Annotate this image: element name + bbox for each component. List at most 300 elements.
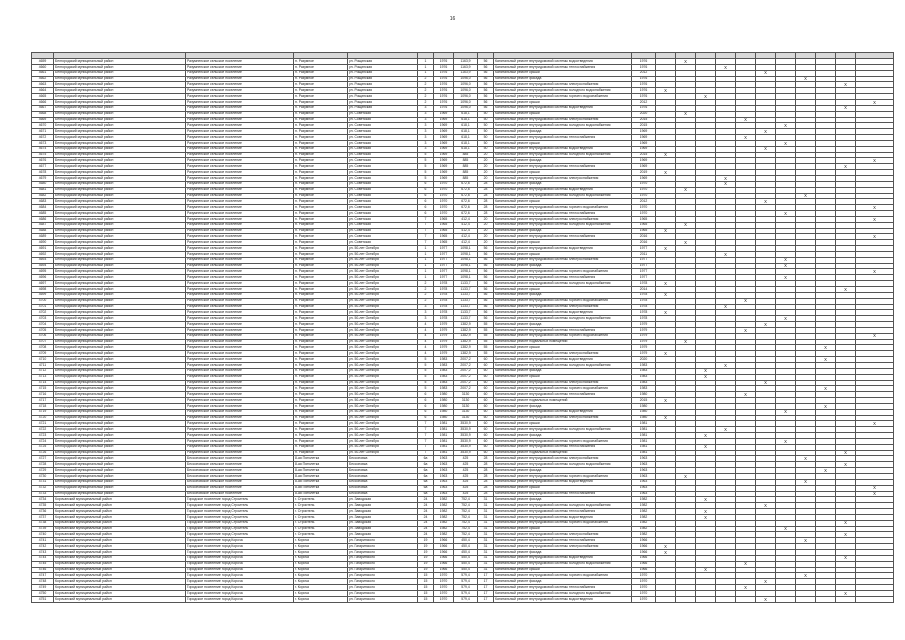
locality-cell: п. Разумное <box>294 298 348 304</box>
mark-cell: X <box>756 596 776 602</box>
flats-cell: 56 <box>478 316 494 322</box>
area-cell: 672,6 <box>454 181 478 187</box>
flats-cell: 31 <box>478 503 494 509</box>
area-cell: 618,1 <box>454 140 478 146</box>
year-cell: 1977 <box>434 263 454 269</box>
flats-cell: 60 <box>478 450 494 456</box>
repair-year-cell: 1976 <box>632 82 656 88</box>
district-cell: Белгородский муниципальный район <box>54 491 186 497</box>
district-cell: Корочанский муниципальный район <box>54 585 186 591</box>
mark-cell <box>816 596 836 602</box>
street-cell: ул. Гагаринского <box>348 561 418 567</box>
district-cell: Белгородский муниципальный район <box>54 339 186 345</box>
mark-cell: X <box>796 76 816 82</box>
flats-cell: 31 <box>478 532 494 538</box>
street-cell: ул. 50-лет Октября <box>348 427 418 433</box>
flats-cell: 60 <box>478 409 494 415</box>
mark-cell: X <box>796 479 816 485</box>
year-cell: 1966 <box>434 549 454 555</box>
settlement-cell: Разумненское сельское поселение <box>186 94 294 100</box>
year-cell: 1966 <box>434 555 454 561</box>
row-number: 4727 <box>32 456 54 462</box>
row-number: 4690 <box>32 240 54 246</box>
house-cell: 2 <box>418 281 434 287</box>
work-type-cell: Капитальный ремонт внутридомовой системы холодного водоснабжения <box>494 123 632 129</box>
street-cell: Бессоновка <box>348 468 418 474</box>
year-cell: 1981 <box>434 444 454 450</box>
area-cell: 412,4 <box>454 216 478 222</box>
locality-cell: г. Короча <box>294 555 348 561</box>
year-cell: 1970 <box>434 579 454 585</box>
locality-cell: 8-ая Пятилетка <box>294 485 348 491</box>
street-cell: ул. Советская <box>348 146 418 152</box>
street-cell: ул. 50-лет Октября <box>348 292 418 298</box>
settlement-cell: Разумненское сельское поселение <box>186 269 294 275</box>
mark-cell: X <box>756 70 776 76</box>
row-number: 4688 <box>32 228 54 234</box>
locality-cell: г. Строитель <box>294 503 348 509</box>
work-type-cell: Капитальный ремонт внутридомовой системы горячего водоснабжения <box>494 298 632 304</box>
work-type-cell: Капитальный ремонт крыши <box>494 100 632 106</box>
flats-cell: 56 <box>478 292 494 298</box>
locality-cell: п. Разумное <box>294 117 348 123</box>
street-cell: ул. Рощинская <box>348 105 418 111</box>
mark-cell: X <box>796 456 816 462</box>
area-cell: 1382,9 <box>454 333 478 339</box>
row-number: 4699 <box>32 292 54 298</box>
mark-cell: X <box>716 181 736 187</box>
locality-cell: п. Разумное <box>294 339 348 345</box>
repair-year-cell: 1965 <box>632 228 656 234</box>
year-cell: 1982 <box>434 503 454 509</box>
mark-cell: X <box>796 538 816 544</box>
year-cell: 1979 <box>434 339 454 345</box>
settlement-cell: Разумненское сельское поселение <box>186 304 294 310</box>
flats-cell: 50 <box>478 117 494 123</box>
repair-year-cell: 1981 <box>632 438 656 444</box>
row-number: 4687 <box>32 222 54 228</box>
area-cell: 425 <box>454 479 478 485</box>
row-number: 4742 <box>32 544 54 550</box>
flats-cell: 55 <box>478 333 494 339</box>
street-cell: ул. Гагаринского <box>348 555 418 561</box>
work-type-cell: Капитальный ремонт внутридомовой системы холодного водоснабжения <box>494 88 632 94</box>
flats-cell: 56 <box>478 59 494 65</box>
year-cell: 1981 <box>434 438 454 444</box>
area-cell: 2007,2 <box>454 386 478 392</box>
district-cell: Корочанский муниципальный район <box>54 544 186 550</box>
row-number: 4715 <box>32 386 54 392</box>
work-type-cell: Капитальный ремонт внутридомовой системы электроснабжения <box>494 544 632 550</box>
mark-cell: X <box>756 322 776 328</box>
row-number: 4677 <box>32 164 54 170</box>
district-cell: Белгородский муниципальный район <box>54 187 186 193</box>
mark-cell: X <box>856 421 894 427</box>
street-cell: ул. 50-лет Октября <box>348 281 418 287</box>
row-number: 4670 <box>32 123 54 129</box>
area-cell: 579,4 <box>454 573 478 579</box>
flats-cell: 56 <box>478 82 494 88</box>
row-number: 4711 <box>32 362 54 368</box>
area-cell: 450,4 <box>454 555 478 561</box>
row-number: 4749 <box>32 585 54 591</box>
work-type-cell: Капитальный ремонт крыши <box>494 567 632 573</box>
district-cell: Белгородский муниципальный район <box>54 251 186 257</box>
district-cell: Белгородский муниципальный район <box>54 152 186 158</box>
settlement-cell: Разумненское сельское поселение <box>186 386 294 392</box>
work-type-cell: Капитальный ремонт крыши <box>494 140 632 146</box>
mark-cell: X <box>776 275 796 281</box>
mark-cell <box>736 596 756 602</box>
year-cell: 1969 <box>434 175 454 181</box>
locality-cell: п. Разумное <box>294 287 348 293</box>
house-cell: 2 <box>418 100 434 106</box>
flats-cell: 28 <box>478 187 494 193</box>
settlement-cell: Разумненское сельское поселение <box>186 327 294 333</box>
district-cell: Белгородский муниципальный район <box>54 263 186 269</box>
mark-cell: X <box>656 281 676 287</box>
area-cell: 672,6 <box>454 199 478 205</box>
repair-year-cell: 1966 <box>632 561 656 567</box>
district-cell: Корочанский муниципальный район <box>54 555 186 561</box>
district-cell: Белгородский муниципальный район <box>54 193 186 199</box>
district-cell: Белгородский муниципальный район <box>54 310 186 316</box>
row-number: 4668 <box>32 111 54 117</box>
house-cell: 2 <box>418 76 434 82</box>
row-number: 4678 <box>32 170 54 176</box>
area-cell: 2007,2 <box>454 374 478 380</box>
year-cell: 1981 <box>434 450 454 456</box>
row-number: 4679 <box>32 175 54 181</box>
street-cell: ул. Советская <box>348 111 418 117</box>
mark-cell: X <box>776 409 796 415</box>
house-cell: 6 <box>418 181 434 187</box>
settlement-cell: Бессоновское сельское поселение <box>186 474 294 480</box>
area-cell: 425 <box>454 462 478 468</box>
year-cell: 1963 <box>434 479 454 485</box>
house-cell: 3 <box>418 105 434 111</box>
year-cell: 1963 <box>434 456 454 462</box>
repair-year-cell: 1966 <box>632 544 656 550</box>
mark-cell: X <box>656 292 676 298</box>
year-cell: 1970 <box>434 199 454 205</box>
repair-year-cell: 1963 <box>632 479 656 485</box>
repair-year-cell: 1980 <box>632 415 656 421</box>
house-cell: 5 <box>418 357 434 363</box>
house-cell: 6 <box>418 187 434 193</box>
capital-repair-table <box>31 52 894 603</box>
flats-cell: 31 <box>478 549 494 555</box>
settlement-cell: Разумненское сельское поселение <box>186 380 294 386</box>
mark-cell: X <box>756 146 776 152</box>
settlement-cell: Разумненское сельское поселение <box>186 403 294 409</box>
locality-cell: п. Разумное <box>294 175 348 181</box>
district-cell: Белгородский муниципальный район <box>54 111 186 117</box>
flats-cell: 56 <box>478 287 494 293</box>
house-cell: 3 <box>418 129 434 135</box>
area-cell: 450,4 <box>454 567 478 573</box>
row-number: 4669 <box>32 117 54 123</box>
repair-year-cell: 1969 <box>632 164 656 170</box>
settlement-cell: Разумненское сельское поселение <box>186 76 294 82</box>
flats-cell: 17 <box>478 585 494 591</box>
settlement-cell: Разумненское сельское поселение <box>186 316 294 322</box>
work-type-cell: Капитальный ремонт внутридомовой системы горячего водоснабжения <box>494 205 632 211</box>
repair-year-cell: 1976 <box>632 105 656 111</box>
mark-cell: X <box>776 526 796 532</box>
street-cell: ул. Гагаринского <box>348 596 418 602</box>
work-type-cell: Капитальный ремонт внутридомовой системы холодного водоснабжения <box>494 561 632 567</box>
row-number: 4736 <box>32 509 54 515</box>
year-cell: 1977 <box>434 257 454 263</box>
area-cell: 1133,7 <box>454 304 478 310</box>
area-cell: 1133,7 <box>454 281 478 287</box>
settlement-cell: Разумненское сельское поселение <box>186 298 294 304</box>
house-cell: 3 <box>418 140 434 146</box>
district-cell: Белгородский муниципальный район <box>54 474 186 480</box>
house-cell: 7 <box>418 444 434 450</box>
row-number: 4702 <box>32 310 54 316</box>
house-cell: 5 <box>418 158 434 164</box>
area-cell: 3130 <box>454 403 478 409</box>
district-cell: Белгородский муниципальный район <box>54 281 186 287</box>
settlement-cell: Разумненское сельское поселение <box>186 409 294 415</box>
house-cell: 2 <box>418 94 434 100</box>
repair-year-cell: 1970 <box>632 585 656 591</box>
year-cell: 1970 <box>434 585 454 591</box>
year-cell: 1963 <box>434 474 454 480</box>
locality-cell: г. Короча <box>294 573 348 579</box>
locality-cell: п. Разумное <box>294 433 348 439</box>
repair-year-cell: 2012 <box>632 199 656 205</box>
row-number: 4732 <box>32 485 54 491</box>
locality-cell: п. Разумное <box>294 257 348 263</box>
repair-year-cell: 1983 <box>632 362 656 368</box>
street-cell: ул. Гагаринского <box>348 567 418 573</box>
area-cell: 672,6 <box>454 205 478 211</box>
district-cell: Белгородский муниципальный район <box>54 135 186 141</box>
locality-cell: г. Короча <box>294 585 348 591</box>
year-cell: 1970 <box>434 187 454 193</box>
repair-year-cell: 2012 <box>632 100 656 106</box>
repair-year-cell: 1969 <box>632 140 656 146</box>
work-type-cell: Капитальный ремонт внутридомовой системы горячего водоснабжения <box>494 333 632 339</box>
settlement-cell: Разумненское сельское поселение <box>186 392 294 398</box>
mark-cell: X <box>716 362 736 368</box>
locality-cell: п. Разумное <box>294 240 348 246</box>
locality-cell: 8-ая Пятилетка <box>294 479 348 485</box>
flats-cell: 17 <box>478 590 494 596</box>
district-cell: Белгородский муниципальный район <box>54 88 186 94</box>
repair-year-cell: 1970 <box>632 579 656 585</box>
house-cell: 5 <box>418 386 434 392</box>
district-cell: Белгородский муниципальный район <box>54 287 186 293</box>
settlement-cell: Разумненское сельское поселение <box>186 310 294 316</box>
year-cell: 1970 <box>434 573 454 579</box>
work-type-cell: Капитальный ремонт внутридомовой системы водоотведения <box>494 246 632 252</box>
street-cell: ул. Гагаринского <box>348 544 418 550</box>
year-cell: 1969 <box>434 135 454 141</box>
mark-cell: X <box>676 59 696 65</box>
mark-cell <box>776 596 796 602</box>
row-number: 4693 <box>32 257 54 263</box>
locality-cell: п. Разумное <box>294 310 348 316</box>
mark-cell: X <box>776 316 796 322</box>
repair-year-cell: 1981 <box>632 433 656 439</box>
row-number: 4738 <box>32 520 54 526</box>
year-cell: 1969 <box>434 123 454 129</box>
locality-cell: г. Строитель <box>294 497 348 503</box>
work-type-cell: Капитальный ремонт фасада <box>494 181 632 187</box>
house-cell: 19 <box>418 544 434 550</box>
repair-year-cell: 1963 <box>632 491 656 497</box>
work-type-cell: Капитальный ремонт внутридомовой системы холодного водоснабжения <box>494 152 632 158</box>
settlement-cell: Разумненское сельское поселение <box>186 398 294 404</box>
locality-cell: п. Разумное <box>294 94 348 100</box>
mark-cell: X <box>696 368 716 374</box>
repair-year-cell: 1970 <box>632 181 656 187</box>
district-cell: Белгородский муниципальный район <box>54 409 186 415</box>
mark-cell <box>836 596 856 602</box>
district-cell: Корочанский муниципальный район <box>54 590 186 596</box>
row-number: 4664 <box>32 88 54 94</box>
house-cell: 4 <box>418 351 434 357</box>
house-cell: 1 <box>418 70 434 76</box>
locality-cell: п. Разумное <box>294 187 348 193</box>
flats-cell: 56 <box>478 64 494 70</box>
area-cell: 1096,0 <box>454 94 478 100</box>
mark-cell: X <box>796 573 816 579</box>
row-number: 4663 <box>32 82 54 88</box>
street-cell: ул. 50-лет Октября <box>348 322 418 328</box>
row-number: 4706 <box>32 333 54 339</box>
year-cell: 1965 <box>434 222 454 228</box>
house-cell: 15 <box>418 585 434 591</box>
flats-cell: 31 <box>478 514 494 520</box>
year-cell: 1969 <box>434 140 454 146</box>
repair-year-cell: 1978 <box>632 316 656 322</box>
year-cell: 1982 <box>434 497 454 503</box>
flats-cell: 55 <box>478 351 494 357</box>
flats-cell: 31 <box>478 544 494 550</box>
street-cell: ул. Советская <box>348 205 418 211</box>
year-cell: 1982 <box>434 526 454 532</box>
flats-cell: 31 <box>478 538 494 544</box>
flats-cell: 56 <box>478 263 494 269</box>
settlement-cell: Разумненское сельское поселение <box>186 111 294 117</box>
area-cell: 885 <box>454 158 478 164</box>
mark-cell: X <box>836 450 856 456</box>
flats-cell: 31 <box>478 555 494 561</box>
work-type-cell: Капитальный ремонт внутридомовой системы холодного водоснабжения <box>494 281 632 287</box>
repair-year-cell: 1969 <box>632 146 656 152</box>
row-number: 4717 <box>32 398 54 404</box>
row-number: 4673 <box>32 140 54 146</box>
work-type-cell: Капитальный ремонт внутридомовой системы водоотведения <box>494 146 632 152</box>
flats-cell: 56 <box>478 100 494 106</box>
district-cell: Белгородский муниципальный район <box>54 70 186 76</box>
work-type-cell: Капитальный ремонт крыши <box>494 170 632 176</box>
district-cell: Белгородский муниципальный район <box>54 392 186 398</box>
house-cell: 6 <box>418 193 434 199</box>
district-cell: Белгородский муниципальный район <box>54 222 186 228</box>
area-cell: 1096,0 <box>454 88 478 94</box>
flats-cell: 28 <box>478 181 494 187</box>
settlement-cell: Разумненское сельское поселение <box>186 292 294 298</box>
mark-cell: X <box>736 585 756 591</box>
house-cell: 24 <box>418 514 434 520</box>
repair-year-cell: 1969 <box>632 135 656 141</box>
work-type-cell: Капитальный ремонт внутридомовой системы водоотведения <box>494 310 632 316</box>
district-cell: Белгородский муниципальный район <box>54 234 186 240</box>
settlement-cell: Городское поселение город Короча <box>186 561 294 567</box>
settlement-cell: Бессоновское сельское поселение <box>186 491 294 497</box>
locality-cell: п. Разумное <box>294 450 348 456</box>
flats-cell: 56 <box>478 257 494 263</box>
street-cell: ул. Заводская <box>348 526 418 532</box>
mark-cell: X <box>696 514 716 520</box>
flats-cell: 28 <box>478 193 494 199</box>
mark-cell: X <box>856 333 894 339</box>
locality-cell: п. Разумное <box>294 100 348 106</box>
flats-cell: 17 <box>478 579 494 585</box>
settlement-cell: Разумненское сельское поселение <box>186 322 294 328</box>
year-cell: 1983 <box>434 380 454 386</box>
house-cell: 24 <box>418 509 434 515</box>
area-cell: 1098,1 <box>454 257 478 263</box>
mark-cell: X <box>736 298 756 304</box>
flats-cell: 28 <box>478 456 494 462</box>
flats-cell: 60 <box>478 368 494 374</box>
area-cell: 672,6 <box>454 193 478 199</box>
work-type-cell: Капитальный ремонт крыши <box>494 251 632 257</box>
row-number: 4733 <box>32 491 54 497</box>
row-number: 4721 <box>32 421 54 427</box>
flats-cell: 56 <box>478 94 494 100</box>
house-cell: 4 <box>418 322 434 328</box>
mark-cell: X <box>836 105 856 111</box>
locality-cell: п. Разумное <box>294 415 348 421</box>
row-number: 4729 <box>32 468 54 474</box>
settlement-cell: Разумненское сельское поселение <box>186 222 294 228</box>
year-cell: 1976 <box>434 82 454 88</box>
repair-year-cell: 1980 <box>632 409 656 415</box>
street-cell: Бессоновка <box>348 479 418 485</box>
district-cell: Белгородский муниципальный район <box>54 216 186 222</box>
locality-cell: п. Разумное <box>294 129 348 135</box>
area-cell: 1382,9 <box>454 327 478 333</box>
area-cell: 885 <box>454 152 478 158</box>
locality-cell: п. Разумное <box>294 403 348 409</box>
year-cell: 1983 <box>434 362 454 368</box>
locality-cell: п. Разумное <box>294 158 348 164</box>
house-cell: 3 <box>418 111 434 117</box>
work-type-cell: Капитальный ремонт внутридомовой системы холодного водоснабжения <box>494 503 632 509</box>
row-number: 4734 <box>32 497 54 503</box>
flats-cell: 28 <box>478 462 494 468</box>
street-cell: Бессоновка <box>348 456 418 462</box>
locality-cell: п. Разумное <box>294 392 348 398</box>
area-cell: 618,1 <box>454 129 478 135</box>
street-cell: ул. Гагаринского <box>348 590 418 596</box>
flats-cell: 55 <box>478 339 494 345</box>
row-number: 4662 <box>32 76 54 82</box>
locality-cell: г. Короча <box>294 544 348 550</box>
street-cell: ул. Советская <box>348 135 418 141</box>
year-cell: 1981 <box>434 433 454 439</box>
flats-cell: 20 <box>478 152 494 158</box>
repair-year-cell: 1981 <box>632 427 656 433</box>
